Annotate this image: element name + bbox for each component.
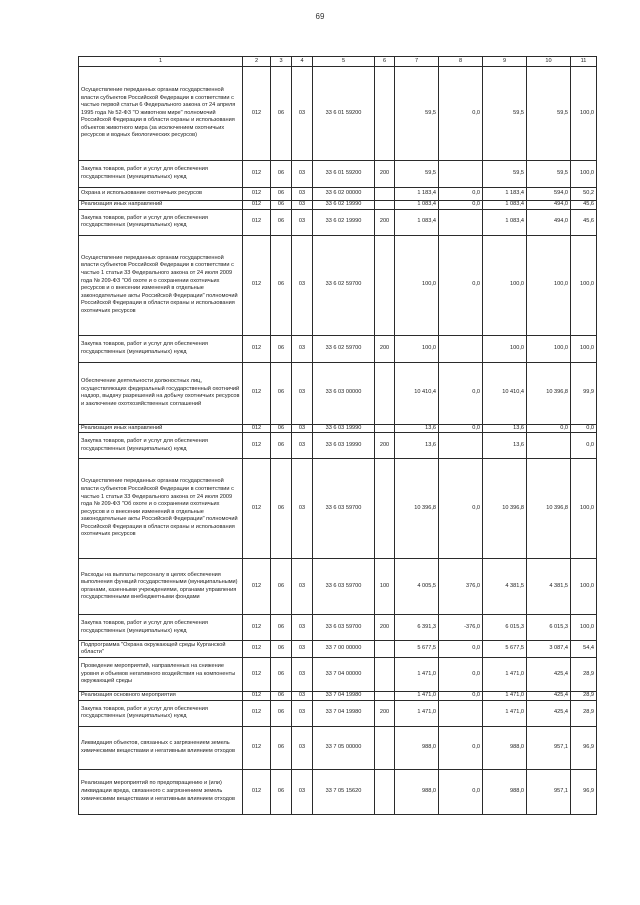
- subsection-code: 03: [292, 459, 313, 559]
- item-name: Закупка товаров, работ и услуг для обеспечения государственных (муниципальных) нужд: [79, 209, 243, 235]
- page-number: 69: [315, 12, 325, 21]
- item-name: Подпрограмма "Охрана окружающей среды Курганской области": [79, 641, 243, 658]
- section-code: 06: [271, 559, 292, 615]
- change-amount: 0,0: [439, 641, 483, 658]
- executed-amount: 4 381,5: [527, 559, 571, 615]
- change-amount: 0,0: [439, 692, 483, 701]
- adjusted-amount: 988,0: [483, 769, 527, 814]
- adjusted-amount: 1 083,4: [483, 209, 527, 235]
- target-article: 33 7 05 15620: [313, 769, 375, 814]
- table-header-row: [79, 57, 597, 67]
- expense-type: [375, 769, 395, 814]
- section-code: 06: [271, 235, 292, 335]
- ministry-code: 012: [243, 424, 271, 433]
- table-row: [79, 235, 597, 335]
- section-code: 06: [271, 201, 292, 210]
- executed-amount: 0,0: [527, 424, 571, 433]
- change-amount: [439, 700, 483, 726]
- target-article: 33 7 04 19980: [313, 692, 375, 701]
- item-name: Закупка товаров, работ и услуг для обеспечения государственных (муниципальных) нужд: [79, 335, 243, 362]
- item-name: Охрана и использование охотничьих ресурсов: [79, 188, 243, 201]
- subsection-code: 03: [292, 235, 313, 335]
- ministry-code: 012: [243, 188, 271, 201]
- expense-type: [375, 641, 395, 658]
- subsection-code: 03: [292, 433, 313, 459]
- execution-percent: 28,9: [571, 658, 597, 692]
- subsection-code: 03: [292, 161, 313, 188]
- table-row: [79, 700, 597, 726]
- subsection-code: 03: [292, 188, 313, 201]
- expense-type: 200: [375, 433, 395, 459]
- execution-percent: 45,6: [571, 209, 597, 235]
- execution-percent: 96,9: [571, 726, 597, 769]
- col-number: 3: [271, 57, 292, 67]
- expense-type: 200: [375, 335, 395, 362]
- section-code: 06: [271, 67, 292, 161]
- approved-amount: 13,6: [395, 433, 439, 459]
- item-name: Реализация основного мероприятия: [79, 692, 243, 701]
- expense-type: [375, 188, 395, 201]
- expense-type: [375, 726, 395, 769]
- col-number: 6: [375, 57, 395, 67]
- adjusted-amount: 100,0: [483, 235, 527, 335]
- subsection-code: 03: [292, 559, 313, 615]
- execution-percent: 100,0: [571, 161, 597, 188]
- ministry-code: 012: [243, 641, 271, 658]
- expense-type: [375, 235, 395, 335]
- target-article: 33 6 02 19990: [313, 201, 375, 210]
- expense-type: 200: [375, 161, 395, 188]
- table-row: [79, 201, 597, 210]
- table-row: [79, 692, 597, 701]
- change-amount: 0,0: [439, 362, 483, 424]
- section-code: 06: [271, 424, 292, 433]
- subsection-code: 03: [292, 615, 313, 641]
- ministry-code: 012: [243, 615, 271, 641]
- execution-percent: 0,0: [571, 424, 597, 433]
- execution-percent: 99,9: [571, 362, 597, 424]
- item-name: Закупка товаров, работ и услуг для обеспечения государственных (муниципальных) нужд: [79, 433, 243, 459]
- adjusted-amount: 1 471,0: [483, 700, 527, 726]
- item-name: Осуществление переданных органам государственной власти субъектов Российской Федерации в соответствии с частью 1 статьи 33 Федерального закона от 24 июля 2009 года № 209-ФЗ "Об охоте и о сохранении охотничьих ресурсов и о внесении изменений в отдельные законодательные акты Российской Федерации" полномочий Российской Федерации в области охраны и использования охотничьих ресурсов: [79, 235, 243, 335]
- ministry-code: 012: [243, 209, 271, 235]
- target-article: 33 6 02 19990: [313, 209, 375, 235]
- adjusted-amount: 59,5: [483, 161, 527, 188]
- approved-amount: 988,0: [395, 769, 439, 814]
- approved-amount: 10 396,8: [395, 459, 439, 559]
- subsection-code: 03: [292, 658, 313, 692]
- table-row: [79, 726, 597, 769]
- expense-type: 200: [375, 615, 395, 641]
- change-amount: [439, 209, 483, 235]
- col-number: 5: [313, 57, 375, 67]
- table-row: [79, 424, 597, 433]
- adjusted-amount: 1 471,0: [483, 658, 527, 692]
- target-article: 33 6 02 59700: [313, 335, 375, 362]
- subsection-code: 03: [292, 692, 313, 701]
- expense-type: 200: [375, 700, 395, 726]
- change-amount: 0,0: [439, 235, 483, 335]
- approved-amount: 1 471,0: [395, 692, 439, 701]
- section-code: 06: [271, 362, 292, 424]
- approved-amount: 1 083,4: [395, 201, 439, 210]
- execution-percent: 28,9: [571, 700, 597, 726]
- change-amount: [439, 335, 483, 362]
- section-code: 06: [271, 459, 292, 559]
- executed-amount: 59,5: [527, 67, 571, 161]
- executed-amount: 425,4: [527, 700, 571, 726]
- change-amount: 0,0: [439, 188, 483, 201]
- target-article: 33 6 03 59700: [313, 459, 375, 559]
- subsection-code: 03: [292, 726, 313, 769]
- section-code: 06: [271, 335, 292, 362]
- adjusted-amount: 6 015,3: [483, 615, 527, 641]
- col-number: 11: [571, 57, 597, 67]
- table-row: [79, 615, 597, 641]
- adjusted-amount: 13,6: [483, 424, 527, 433]
- change-amount: [439, 433, 483, 459]
- execution-percent: 28,9: [571, 692, 597, 701]
- change-amount: [439, 161, 483, 188]
- execution-percent: 0,0: [571, 433, 597, 459]
- expense-type: [375, 424, 395, 433]
- item-name: Закупка товаров, работ и услуг для обеспечения государственных (муниципальных) нужд: [79, 615, 243, 641]
- ministry-code: 012: [243, 700, 271, 726]
- table-row: [79, 188, 597, 201]
- expense-type: [375, 658, 395, 692]
- target-article: 33 6 03 19990: [313, 424, 375, 433]
- section-code: 06: [271, 188, 292, 201]
- col-number: 4: [292, 57, 313, 67]
- table-row: [79, 433, 597, 459]
- execution-percent: 100,0: [571, 335, 597, 362]
- item-name: Осуществление переданных органам государственной власти субъектов Российской Федерации в соответствии с частью первой статьи 6 Федерального закона от 24 апреля 1995 года № 52-ФЗ "О животном мире" полномочий Российской Федерации в области охраны и использования объектов животного мира (за исключением охотничьих ресурсов и водных биологических ресурсов): [79, 67, 243, 161]
- ministry-code: 012: [243, 726, 271, 769]
- expense-type: [375, 459, 395, 559]
- target-article: 33 6 02 59700: [313, 235, 375, 335]
- executed-amount: 10 396,8: [527, 362, 571, 424]
- expense-type: 200: [375, 209, 395, 235]
- change-amount: -376,0: [439, 615, 483, 641]
- executed-amount: 594,0: [527, 188, 571, 201]
- executed-amount: 494,0: [527, 209, 571, 235]
- adjusted-amount: 4 381,5: [483, 559, 527, 615]
- ministry-code: 012: [243, 201, 271, 210]
- item-name: Проведение мероприятий, направленных на снижение уровня и объемов негативного воздействия на компоненты окружающей среды: [79, 658, 243, 692]
- execution-percent: 45,6: [571, 201, 597, 210]
- executed-amount: 957,1: [527, 769, 571, 814]
- approved-amount: 1 083,4: [395, 209, 439, 235]
- approved-amount: 59,5: [395, 67, 439, 161]
- ministry-code: 012: [243, 459, 271, 559]
- section-code: 06: [271, 209, 292, 235]
- target-article: 33 6 03 19990: [313, 433, 375, 459]
- expense-type: 100: [375, 559, 395, 615]
- item-name: Закупка товаров, работ и услуг для обеспечения государственных (муниципальных) нужд: [79, 161, 243, 188]
- table-row: [79, 67, 597, 161]
- execution-percent: 100,0: [571, 235, 597, 335]
- execution-percent: 100,0: [571, 67, 597, 161]
- executed-amount: 3 087,4: [527, 641, 571, 658]
- change-amount: 0,0: [439, 424, 483, 433]
- target-article: 33 6 03 59700: [313, 559, 375, 615]
- target-article: 33 7 04 00000: [313, 658, 375, 692]
- adjusted-amount: 1 083,4: [483, 201, 527, 210]
- target-article: 33 6 03 00000: [313, 362, 375, 424]
- approved-amount: 10 410,4: [395, 362, 439, 424]
- change-amount: 0,0: [439, 769, 483, 814]
- target-article: 33 7 05 00000: [313, 726, 375, 769]
- subsection-code: 03: [292, 641, 313, 658]
- adjusted-amount: 13,6: [483, 433, 527, 459]
- item-name: Реализация иных направлений: [79, 424, 243, 433]
- expense-type: [375, 362, 395, 424]
- col-number: 10: [527, 57, 571, 67]
- change-amount: 0,0: [439, 658, 483, 692]
- ministry-code: 012: [243, 67, 271, 161]
- subsection-code: 03: [292, 335, 313, 362]
- adjusted-amount: 1 183,4: [483, 188, 527, 201]
- subsection-code: 03: [292, 769, 313, 814]
- col-number: 8: [439, 57, 483, 67]
- subsection-code: 03: [292, 209, 313, 235]
- approved-amount: 13,6: [395, 424, 439, 433]
- expense-type: [375, 67, 395, 161]
- expense-type: [375, 201, 395, 210]
- col-number: 9: [483, 57, 527, 67]
- adjusted-amount: 988,0: [483, 726, 527, 769]
- target-article: 33 6 03 59700: [313, 615, 375, 641]
- subsection-code: 03: [292, 424, 313, 433]
- section-code: 06: [271, 615, 292, 641]
- ministry-code: 012: [243, 362, 271, 424]
- table-row: [79, 658, 597, 692]
- table-row: [79, 459, 597, 559]
- table-row: [79, 641, 597, 658]
- table-row: [79, 559, 597, 615]
- executed-amount: 6 015,3: [527, 615, 571, 641]
- execution-percent: 100,0: [571, 459, 597, 559]
- approved-amount: 59,5: [395, 161, 439, 188]
- table-row: [79, 335, 597, 362]
- section-code: 06: [271, 692, 292, 701]
- col-number: 2: [243, 57, 271, 67]
- executed-amount: 59,5: [527, 161, 571, 188]
- adjusted-amount: 59,5: [483, 67, 527, 161]
- table-row: [79, 209, 597, 235]
- executed-amount: 100,0: [527, 235, 571, 335]
- approved-amount: 6 391,3: [395, 615, 439, 641]
- target-article: 33 7 04 19980: [313, 700, 375, 726]
- subsection-code: 03: [292, 201, 313, 210]
- executed-amount: 425,4: [527, 692, 571, 701]
- execution-percent: 100,0: [571, 559, 597, 615]
- executed-amount: 100,0: [527, 335, 571, 362]
- change-amount: 376,0: [439, 559, 483, 615]
- section-code: 06: [271, 700, 292, 726]
- approved-amount: 1 471,0: [395, 700, 439, 726]
- table-row: [79, 161, 597, 188]
- item-name: Обеспечение деятельности должностных лиц, осуществляющих федеральный государственный охотничий надзор, выдачу разрешений на добычу охотничьих ресурсов и заключение охотхозяйственных соглашений: [79, 362, 243, 424]
- ministry-code: 012: [243, 235, 271, 335]
- executed-amount: 494,0: [527, 201, 571, 210]
- approved-amount: 100,0: [395, 235, 439, 335]
- change-amount: 0,0: [439, 726, 483, 769]
- table-row: [79, 362, 597, 424]
- item-name: Закупка товаров, работ и услуг для обеспечения государственных (муниципальных) нужд: [79, 700, 243, 726]
- approved-amount: 988,0: [395, 726, 439, 769]
- target-article: 33 7 00 00000: [313, 641, 375, 658]
- change-amount: 0,0: [439, 201, 483, 210]
- ministry-code: 012: [243, 161, 271, 188]
- approved-amount: 4 005,5: [395, 559, 439, 615]
- change-amount: 0,0: [439, 67, 483, 161]
- adjusted-amount: 100,0: [483, 335, 527, 362]
- executed-amount: 10 396,8: [527, 459, 571, 559]
- ministry-code: 012: [243, 335, 271, 362]
- execution-percent: 96,9: [571, 769, 597, 814]
- ministry-code: 012: [243, 769, 271, 814]
- ministry-code: 012: [243, 658, 271, 692]
- section-code: 06: [271, 658, 292, 692]
- adjusted-amount: 5 677,5: [483, 641, 527, 658]
- subsection-code: 03: [292, 67, 313, 161]
- table-row: [79, 769, 597, 814]
- adjusted-amount: 10 410,4: [483, 362, 527, 424]
- subsection-code: 03: [292, 700, 313, 726]
- approved-amount: 5 677,5: [395, 641, 439, 658]
- change-amount: 0,0: [439, 459, 483, 559]
- approved-amount: 1 471,0: [395, 658, 439, 692]
- col-number: 1: [79, 57, 243, 67]
- adjusted-amount: 10 396,8: [483, 459, 527, 559]
- target-article: 33 6 01 59200: [313, 161, 375, 188]
- ministry-code: 012: [243, 692, 271, 701]
- target-article: 33 6 02 00000: [313, 188, 375, 201]
- executed-amount: 425,4: [527, 658, 571, 692]
- executed-amount: 957,1: [527, 726, 571, 769]
- item-name: Расходы на выплаты персоналу в целях обеспечения выполнения функций государственными (муниципальными) органами, казенными учреждениями, органами управления государственными внебюджетными фондами: [79, 559, 243, 615]
- ministry-code: 012: [243, 433, 271, 459]
- item-name: Реализация иных направлений: [79, 201, 243, 210]
- item-name: Осуществление переданных органам государственной власти субъектов Российской Федерации в соответствии с частью 1 статьи 33 Федерального закона от 24 июля 2009 года № 209-ФЗ "Об охоте и о сохранении охотничьих ресурсов и о внесении изменений в отдельные законодательные акты Российской Федерации" полномочий Российской Федерации в области охраны и использования охотничьих ресурсов: [79, 459, 243, 559]
- execution-percent: 50,2: [571, 188, 597, 201]
- section-code: 06: [271, 641, 292, 658]
- expense-type: [375, 692, 395, 701]
- col-number: 7: [395, 57, 439, 67]
- budget-table: [78, 56, 597, 815]
- approved-amount: 100,0: [395, 335, 439, 362]
- section-code: 06: [271, 161, 292, 188]
- executed-amount: [527, 433, 571, 459]
- execution-percent: 54,4: [571, 641, 597, 658]
- target-article: 33 6 01 59200: [313, 67, 375, 161]
- section-code: 06: [271, 726, 292, 769]
- section-code: 06: [271, 769, 292, 814]
- approved-amount: 1 183,4: [395, 188, 439, 201]
- section-code: 06: [271, 433, 292, 459]
- execution-percent: 100,0: [571, 615, 597, 641]
- item-name: Реализация мероприятий по предотвращению и (или) ликвидации вреда, связанного с загрязнением земель химическими веществами и негативным влиянием отходов: [79, 769, 243, 814]
- adjusted-amount: 1 471,0: [483, 692, 527, 701]
- subsection-code: 03: [292, 362, 313, 424]
- ministry-code: 012: [243, 559, 271, 615]
- item-name: Ликвидация объектов, связанных с загрязнением земель химическими веществами и негативным влиянием отходов: [79, 726, 243, 769]
